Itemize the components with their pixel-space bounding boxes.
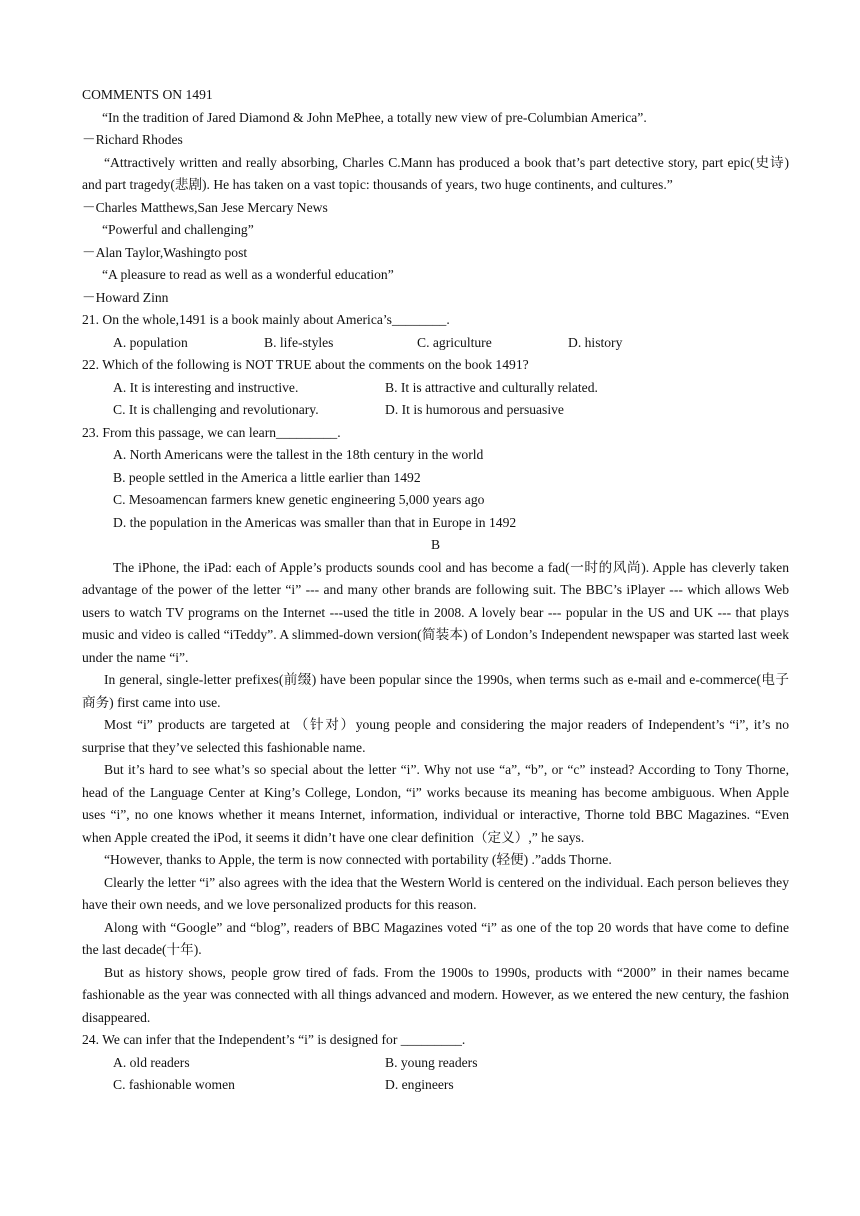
option: A. old readers: [113, 1054, 190, 1070]
passage-paragraph: Along with “Google” and “blog”, readers of BBC Magazines voted “i” as one of the top 20 words that have come to define the last decade(十年).: [82, 919, 789, 957]
question-24-options-row: [82, 1074, 789, 1097]
option: B. young readers: [385, 1054, 478, 1070]
comment-quote: “A pleasure to read as well as a wonderful education”: [102, 267, 394, 282]
passage-paragraph: But it’s hard to see what’s so special about the letter “i”. Why not use “a”, “b”, or “c” instead? According to Tony Thorne, head of the Language Center at King’s College, London, “i” works because its meaning has become ambiguous. When Apple uses “i”, no one knows whether it means Internet, information, individual or interactive, Thorne told BBC Magazines. “Even when Apple created the iPod, it seems it didn’t have one clear definition（定义）,” he says.: [82, 762, 789, 845]
comment-author: －Charles Matthews,San Jese Mercary News: [82, 199, 328, 215]
option: C. It is challenging and revolutionary.: [113, 402, 319, 417]
passage-paragraph: Clearly the letter “i” also agrees with the idea that the Western World is centered on the individual. Each person believes they have their own needs, and we love personalized products for this reason.: [82, 874, 789, 912]
question-22-options-row: [82, 377, 789, 400]
option: B. life-styles: [264, 334, 334, 350]
option: C. agriculture: [417, 334, 492, 350]
passage-paragraph: The iPhone, the iPad: each of Apple’s products sounds cool and has become a fad(一时的风尚). Apple has cleverly taken advantage of the power of the letter “i” --- and many other brands are following suit. The BBC’s iPlayer --- which allows Web users to watch TV programs on the Internet ---used the title in 2008. A lovely bear --- popular in the US and UK --- that plays music and video is called “iTeddy”. A slimmed-down version(简装本) of London’s Independent newspaper was started last week under the name “i”.: [82, 559, 789, 665]
section-b-heading: B: [430, 537, 441, 552]
option: B. people settled in the America a little earlier than 1492: [113, 469, 421, 485]
option: D. It is humorous and persuasive: [385, 402, 564, 417]
document-page: [82, 84, 789, 1097]
option: C. fashionable women: [113, 1077, 235, 1092]
option: A. population: [113, 334, 188, 350]
comment-author: －Howard Zinn: [82, 289, 169, 305]
section-heading: COMMENTS ON 1491: [82, 87, 213, 102]
passage-paragraph: Most “i” products are targeted at （针对）young people and considering the major readers of Independent’s “i”, it’s no surprise that they’ve selected this fashionable name.: [82, 717, 789, 755]
question-24-options-row: [82, 1052, 789, 1075]
comment-author: －Alan Taylor,Washingto post: [82, 244, 248, 260]
passage-paragraph: In general, single-letter prefixes(前缀) have been popular since the 1990s, when terms such as e-mail and e-commerce(电子商务) first came into use.: [82, 672, 789, 710]
question-23-stem: 23. From this passage, we can learn_________.: [82, 424, 341, 440]
option: D. history: [568, 334, 623, 350]
question-22-stem: 22. Which of the following is NOT TRUE about the comments on the book 1491?: [82, 357, 529, 372]
comment-quote: “In the tradition of Jared Diamond & John MePhee, a totally new view of pre-Columbian America”.: [102, 109, 647, 125]
comment-quote: “Attractively written and really absorbing, Charles C.Mann has produced a book that’s part detective story, part epic(史诗) and part tragedy(悲剧). He has taken on a vast topic: thousands of years, two huge continents, and cultures.”: [82, 154, 789, 192]
option: D. the population in the Americas was smaller than that in Europe in 1492: [113, 514, 517, 530]
comment-quote: “Powerful and challenging”: [102, 222, 254, 237]
option: D. engineers: [385, 1077, 454, 1092]
option: C. Mesoamencan farmers knew genetic engineering 5,000 years ago: [113, 492, 485, 507]
option: A. It is interesting and instructive.: [113, 379, 299, 395]
question-22-options-row: [82, 399, 789, 422]
passage-paragraph: “However, thanks to Apple, the term is now connected with portability (轻便) .”adds Thorne.: [104, 852, 612, 867]
option: A. North Americans were the tallest in the 18th century in the world: [113, 447, 484, 462]
question-21-options: [82, 332, 789, 355]
option: B. It is attractive and culturally related.: [385, 379, 598, 395]
comment-author: －Richard Rhodes: [82, 132, 183, 147]
question-24-stem: 24. We can infer that the Independent’s “i” is designed for _________.: [82, 1032, 466, 1047]
passage-paragraph: But as history shows, people grow tired of fads. From the 1900s to 1990s, products with “2000” in their names became fashionable as the year was connected with all things advanced and modern. However, as we entered the new century, the fashion disappeared.: [82, 964, 789, 1025]
question-21-stem: 21. On the whole,1491 is a book mainly about America’s________.: [82, 312, 450, 327]
